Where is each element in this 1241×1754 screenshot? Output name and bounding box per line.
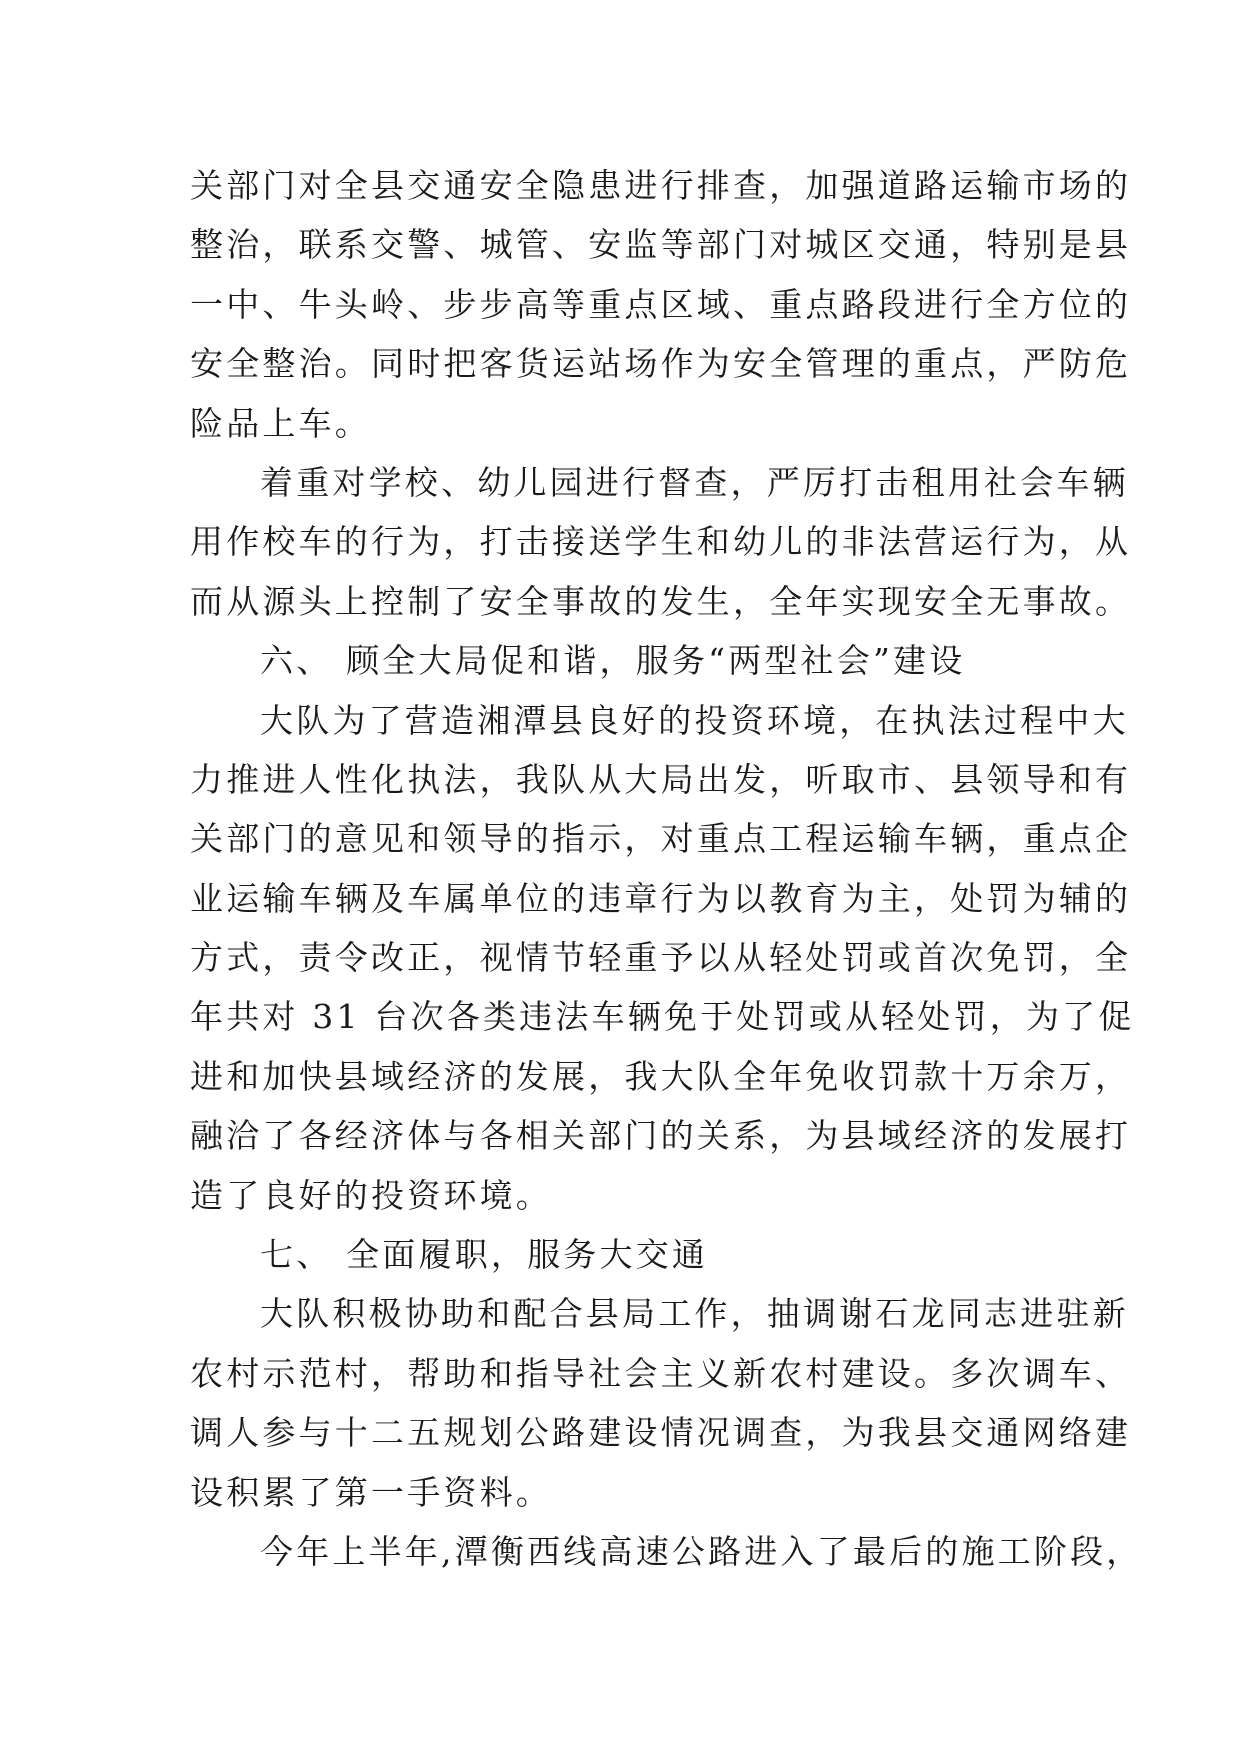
text-line: 而从源头上控制了安全事故的发生，全年实现安全无事故。 bbox=[190, 581, 1132, 621]
body-text bbox=[190, 156, 1143, 1581]
text-line: 大队为了营造湘潭县良好的投资环境，在执法过程中大 bbox=[260, 700, 1129, 740]
text-line: 调人参与十二五规划公路建设情况调查，为我县交通网络建 bbox=[190, 1413, 1132, 1453]
text-line: 年共对 31 台次各类违法车辆免于处罚或从轻处罚，为了促 bbox=[190, 997, 1135, 1037]
text-line: 业运输车辆及车属单位的违章行为以教育为主，处罚为辅的 bbox=[190, 878, 1132, 918]
text-line: 进和加快县域经济的发展，我大队全年免收罚款十万余万， bbox=[190, 1056, 1132, 1096]
text-line: 方式，责令改正，视情节轻重予以从轻处罚或首次免罚，全 bbox=[190, 938, 1132, 978]
text-line: 安全整治。同时把客货运站场作为安全管理的重点，严防危 bbox=[190, 344, 1132, 384]
text-line: 大队积极协助和配合县局工作，抽调谢石龙同志进驻新 bbox=[260, 1294, 1129, 1334]
text-line: 融洽了各经济体与各相关部门的关系，为县域经济的发展打 bbox=[190, 1116, 1132, 1156]
text-line: 着重对学校、幼儿园进行督查，严厉打击租用社会车辆 bbox=[260, 462, 1129, 502]
text-line: 力推进人性化执法，我队从大局出发，听取市、县领导和有 bbox=[190, 759, 1132, 799]
text-line: 整治，联系交警、城管、安监等部门对城区交通，特别是县 bbox=[190, 225, 1132, 265]
text-line: 关部门对全县交通安全隐患进行排查，加强道路运输市场的 bbox=[190, 166, 1132, 205]
text-line: 农村示范村，帮助和指导社会主义新农村建设。多次调车、 bbox=[190, 1353, 1132, 1393]
text-line: 用作校车的行为，打击接送学生和幼儿的非法营运行为，从 bbox=[190, 522, 1132, 562]
text-line: 造了良好的投资环境。 bbox=[190, 1175, 552, 1215]
text-line: 关部门的意见和领导的指示，对重点工程运输车辆，重点企 bbox=[190, 819, 1132, 859]
text-line: 设积累了第一手资料。 bbox=[190, 1472, 552, 1512]
text-line: 险品上车。 bbox=[190, 403, 371, 443]
section-heading: 七、 全面履职，服务大交通 bbox=[260, 1235, 709, 1275]
text-line: 一中、牛头岭、步步高等重点区域、重点路段进行全方位的 bbox=[190, 284, 1132, 324]
text-line: 今年上半年,潭衡西线高速公路进入了最后的施工阶段， bbox=[260, 1531, 1143, 1571]
section-heading: 六、 顾全大局促和谐，服务“两型社会”建设 bbox=[260, 641, 966, 681]
